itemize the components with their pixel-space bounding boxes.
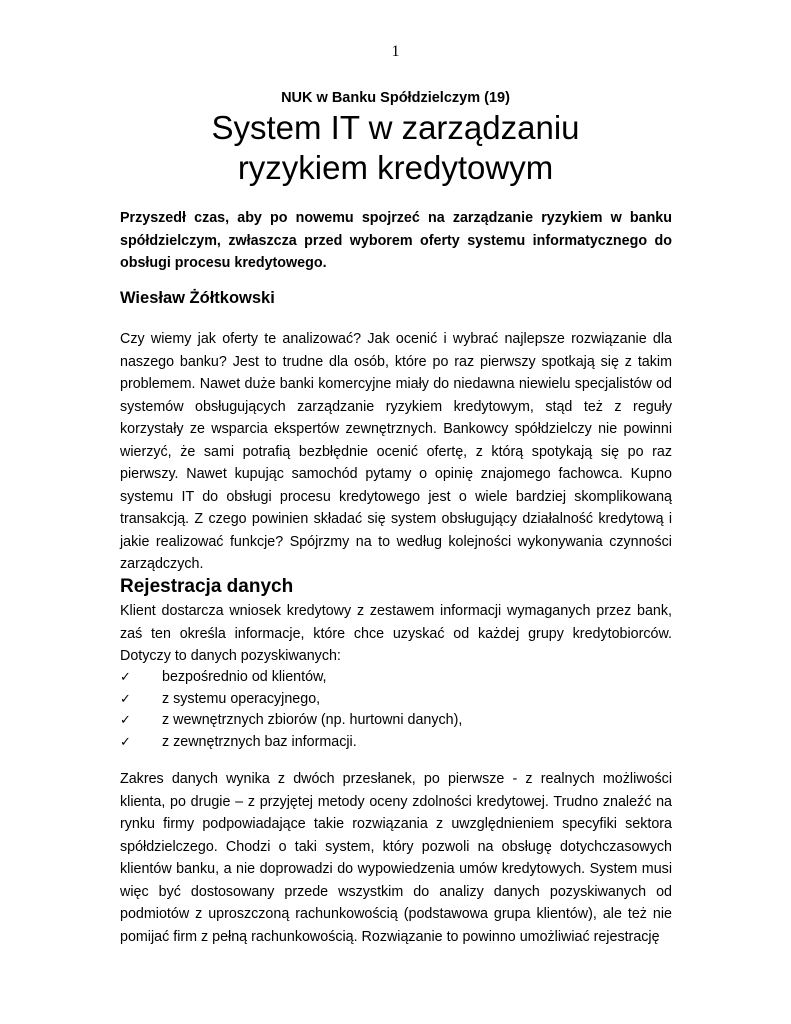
title-line-1: System IT w zarządzaniu [211,109,580,146]
series-label: NUK w Banku Spółdzielczym (19) [281,90,510,106]
page-number: 1 [391,43,400,60]
list-item [120,689,462,711]
checkmark-icon: ✓ [120,734,131,750]
checkmark-icon: ✓ [120,691,131,707]
lead-paragraph: Przyszedł czas, aby po nowemu spojrzeć na zarządzanie ryzykiem w banku spółdzielczym, zwłaszcza przed wyborem oferty systemu informatycznego do obsługi procesu kredytowego. [120,210,672,271]
registration-paragraph: Klient dostarcza wniosek kredytowy z zestawem informacji wymaganych przez bank, zaś ten określa informacje, które chce uzyskać od każdej grupy kredytobiorców. Dotyczy to danych pozyskiwanych: [120,603,672,664]
title-line-2: ryzykiem kredytowym [237,149,554,186]
section-heading: Rejestracja danych [120,576,294,597]
author-name: Wiesław Żółtkowski [120,289,275,307]
data-sources-list [120,667,462,753]
scope-paragraph: Zakres danych wynika z dwóch przesłanek, po pierwsze - z realnych możliwości klienta, po drugie – z przyjętej metody oceny zdolności kredytowej. Trudno znaleźć na rynku firmy podpowiadające takie rozwiązania z uwzględnieniem specyfiki sektora spółdzielczego. Chodzi o taki system, który pozwoli na obsługę dotychczasowych klientów banku, a nie doprowadzi do wypowiedzenia umów kredytowych. System musi więc być dostosowany przede wszystkim do analizy danych pozyskiwanych od podmiotów z uproszczoną rachunkowością (podstawowa grupa klientów), ale też nie pomijać firm z pełną rachunkowością. Rozwiązanie to powinno umożliwiać rejestrację [120,771,672,945]
checkmark-icon: ✓ [120,670,131,685]
list-item [120,667,462,689]
intro-paragraph: Czy wiemy jak oferty te analizować? Jak ocenić i wybrać najlepsze rozwiązanie dla naszego banku? Jest to trudne dla osób, które po raz pierwszy spotkają się z takim problemem. Nawet duże banki komercyjne miały do niedawna niewielu specjalistów od systemów obsługujących zarządzanie ryzykiem kredytowym, stąd też z reguły korzystały ze wsparcia ekspertów zewnętrznych. Bankowcy spółdzielczy nie powinni wierzyć, że sami potrafią bezbłędnie ocenić ofertę, z którą spotykają się po raz pierwszy. Nawet kupując samochód pytamy o opinię znajomego fachowca. Kupno systemu IT do obsługi procesu kredytowego jest o wiele bardziej skomplikowaną transakcją. Z czego powinien składać się system obsługujący działalność kredytową i jakie realizować funkcje? Spójrzmy na to według kolejności wykonywania czynności zarządczych. [120,331,672,572]
article-title [0,108,791,188]
list-item-text: z zewnętrznych baz informacji. [162,733,357,750]
list-item-text: bezpośrednio od klientów, [162,669,327,685]
list-item-text: z wewnętrznych zbiorów (np. hurtowni danych), [162,712,463,728]
checkmark-icon: ✓ [120,713,131,728]
list-item [120,732,462,754]
list-item-text: z systemu operacyjnego, [162,690,321,707]
list-item [120,710,462,732]
